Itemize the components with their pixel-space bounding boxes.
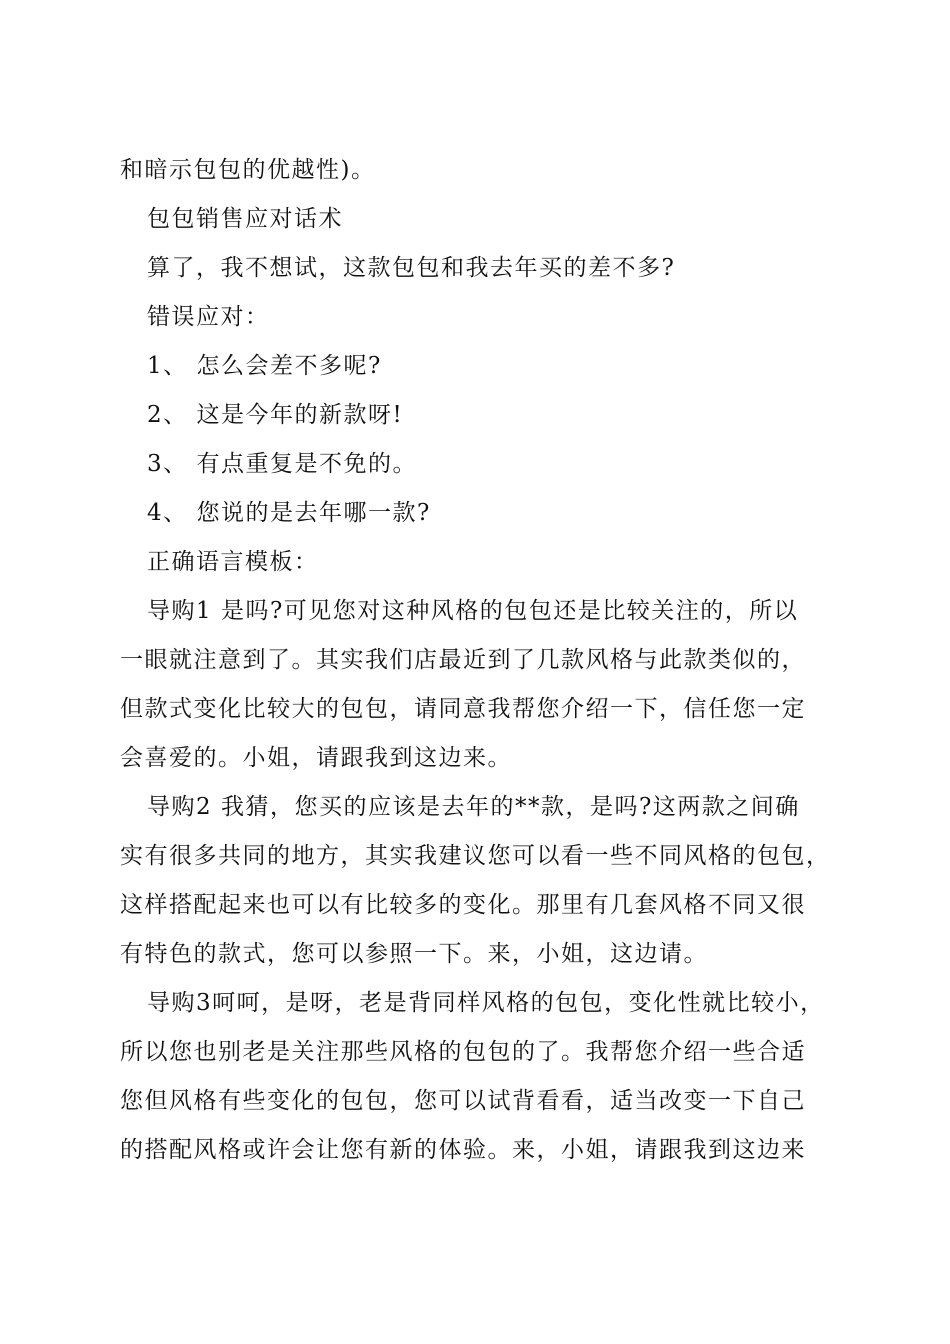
list-item: 1、 怎么会差不多呢? — [147, 353, 382, 379]
correct-template-heading: 正确语言模板： — [147, 549, 319, 575]
paragraph-line: 的搭配风格或许会让您有新的体验。来，小姐，请跟我到这边来 — [120, 1137, 806, 1163]
paragraph-line: 导购2 我猜，您买的应该是去年的**款，是吗?这两款之间确 — [147, 794, 800, 820]
paragraph-line: 所以您也别老是关注那些风格的包包的了。我帮您介绍一些合适 — [120, 1039, 806, 1065]
paragraph-line: 但款式变化比较大的包包，请同意我帮您介绍一下，信任您一定 — [120, 696, 806, 722]
document-body — [120, 146, 840, 1175]
wrong-response-heading: 错误应对： — [147, 304, 270, 330]
paragraph-line: 您但风格有些变化的包包，您可以试背看看，适当改变一下自己 — [120, 1088, 806, 1114]
section-heading: 包包销售应对话术 — [147, 206, 343, 232]
paragraph-line: 导购3呵呵，是呀，老是背同样风格的包包，变化性就比较小， — [147, 990, 825, 1016]
paragraph-line: 和暗示包包的优越性)。 — [120, 157, 376, 183]
paragraph-line: 一眼就注意到了。其实我们店最近到了几款风格与此款类似的， — [120, 647, 806, 673]
paragraph-line: 导购1 是吗?可见您对这种风格的包包还是比较关注的，所以 — [147, 598, 799, 624]
list-item: 3、 有点重复是不免的。 — [147, 451, 417, 477]
paragraph-line: 实有很多共同的地方，其实我建议您可以看一些不同风格的包包， — [120, 843, 831, 869]
list-item: 2、 这是今年的新款呀! — [147, 402, 404, 428]
paragraph-line: 这样搭配起来也可以有比较多的变化。那里有几套风格不同又很 — [120, 892, 806, 918]
paragraph-line: 会喜爱的。小姐，请跟我到这边来。 — [120, 745, 512, 771]
customer-objection: 算了，我不想试，这款包包和我去年买的差不多? — [147, 255, 676, 281]
list-item: 4、 您说的是去年哪一款? — [147, 500, 431, 526]
paragraph-line: 有特色的款式，您可以参照一下。来，小姐，这边请。 — [120, 941, 708, 967]
